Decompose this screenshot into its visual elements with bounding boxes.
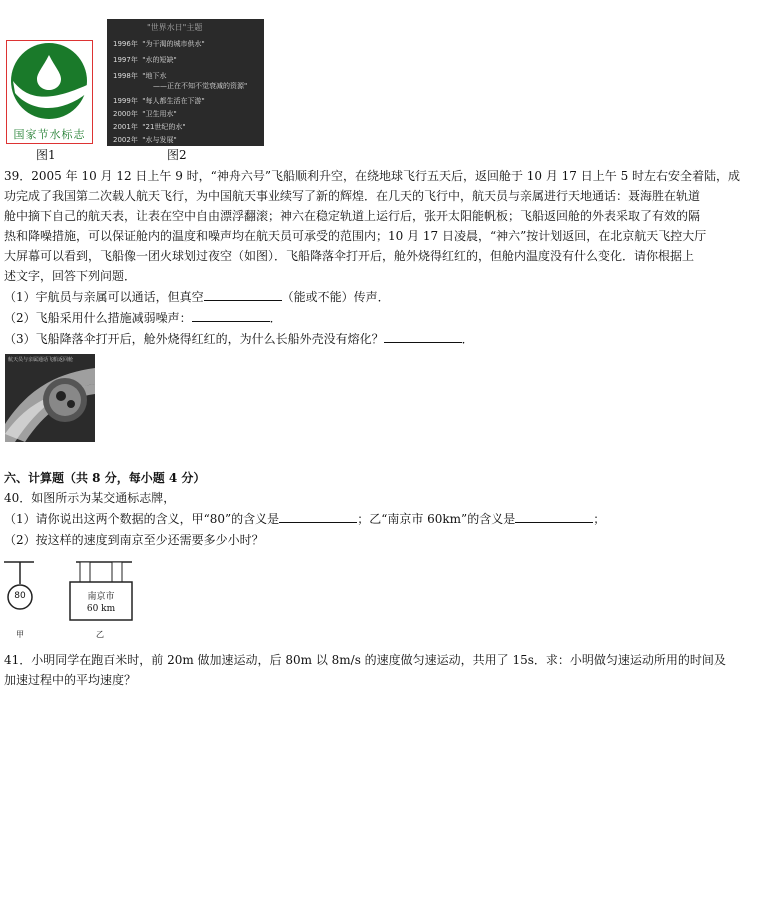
photo-caption: 航天员与亲属通话飞船返回舱 [8,357,74,363]
fig2-row: 2001年 "21世纪的水" [113,123,186,131]
q39-text-line: 大屏幕可以看到，飞船像一团火球划过夜空（如图）．飞船降落伞打开后，舱外烧得红红的，但舱内温度没有什么变化．请你根据上 [4,249,695,263]
traffic-signs-figure [4,560,144,642]
q39-text-line: 述文字，回答下列问题． [4,269,137,283]
q39-sub2: （2）飞船采用什么措施减弱噪声： ． [4,311,282,325]
spacecraft-reentry-photo [5,354,95,442]
q41-text-line: 加速过程中的平均速度？ [4,673,137,687]
water-saving-logo [6,40,93,144]
fig2-row: 1999年 "每人都生活在下游" [113,97,205,105]
q40-sub2: （2）按这样的速度到南京至少还需要多少小时？ [4,533,264,547]
world-water-day-table [107,19,264,146]
section-heading: 六、计算题（共 8 分，每小题 4 分） [4,471,206,485]
answer-blank[interactable] [384,331,462,343]
q39-text-line: 热和降噪措施，可以保证舱内的温度和噪声均在航天员可承受的范围内；10 月 17 日凌晨，“神六”按计划返回，在北京航天飞控大厅 [4,229,707,243]
fig2-row: 2000年 "卫生用水" [113,110,177,118]
fig1-caption: 图1 [36,148,56,162]
fireball-icon [5,354,95,442]
fig2-row: 2002年 "水与发展" [113,136,177,144]
water-drop-icon [7,41,92,129]
fig2-row: 1998年 "地下水 [113,72,167,80]
answer-blank[interactable] [279,511,357,523]
q40-stem: 40．如图所示为某交通标志牌， [4,491,176,505]
sign-label-yi: 乙 [96,630,104,639]
q39-text-line: 39．2005 年 10 月 12 日上午 9 时，“神舟六号”飞船顺利升空，在绕地球飞行五天后，返回舱于 10 月 17 日上午 5 时左右安全着陆，成 [4,169,741,183]
fig2-row: 1996年 "为干渴的城市供水" [113,40,205,48]
sign-destination: 南京市 [87,592,115,602]
answer-blank[interactable] [192,310,270,322]
speed-limit-value: 80 [14,591,26,601]
logo-text: 国家节水标志 [13,128,86,141]
q39-text-line: 功完成了我国第二次载人航天飞行，为中国航天事业续写了新的辉煌．在几天的飞行中，航天员与亲属进行天地通话：聂海胜在轨道 [4,189,701,203]
q39-sub3: （3）飞船降落伞打开后，舱外烧得红红的，为什么长船外壳没有熔化？ ． [4,332,474,346]
sign-label-jia: 甲 [16,630,24,639]
fig2-row: 1997年 "水的短缺" [113,56,177,64]
q39-sub1: （1）宇航员与亲属可以通话，但真空 （能或不能）传声． [4,290,390,304]
sign-distance: 60 km [86,604,116,614]
fig2-row: ——正在不知不觉衰减的资源" [153,82,248,90]
fig2-caption: 图2 [167,148,187,162]
fig2-title: "世界水日"主题 [147,23,203,32]
q41-text-line: 41．小明同学在跑百米时，前 20m 做加速运动，后 80m 以 8m/s 的速度做匀速运动，共用了 15s．求：小明做匀速运动所用的时间及 [4,653,726,667]
q40-sub1: （1）请你说出这两个数据的含义，甲“80”的含义是 ；乙“南京市 60km”的含义是 ； [4,512,606,526]
answer-blank[interactable] [204,289,282,301]
q39-text-line: 舱中摘下自己的航天表，让表在空中自由漂浮翻滚；神六在稳定轨道上运行后，张开太阳能帆板；飞船返回舱的外表采取了有效的隔 [4,209,701,223]
answer-blank[interactable] [515,511,593,523]
